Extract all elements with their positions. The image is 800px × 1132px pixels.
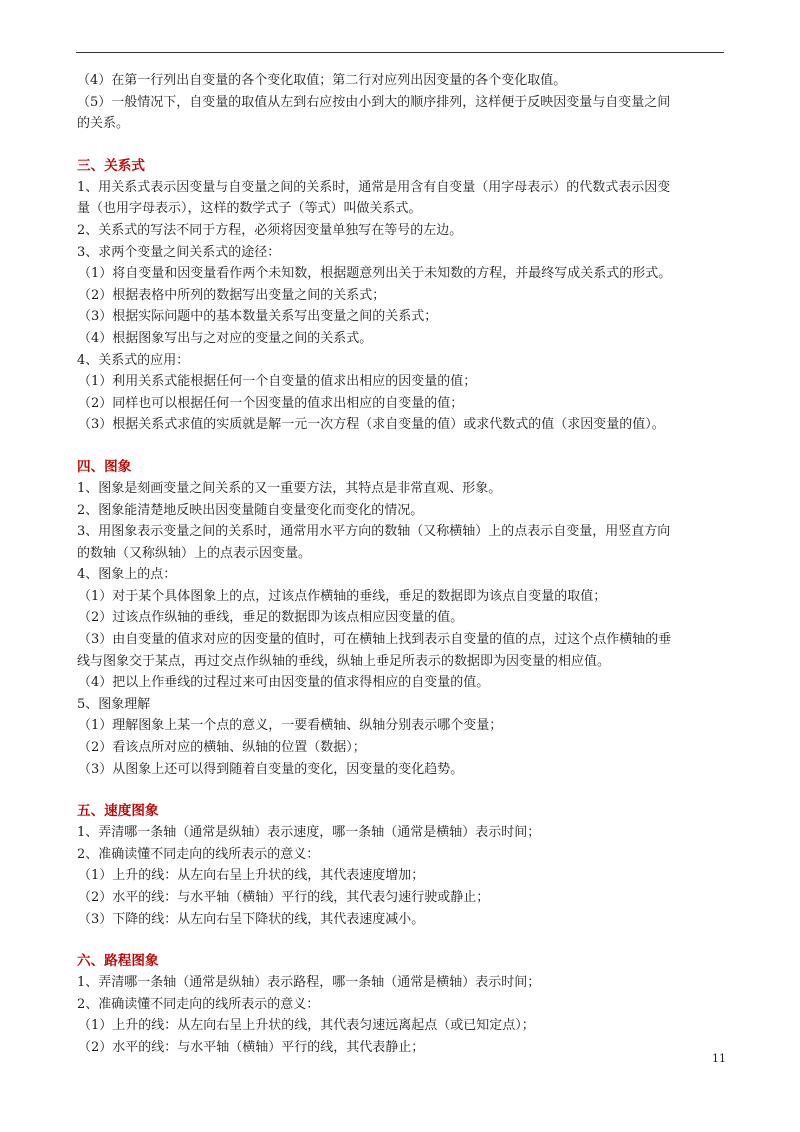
intro-line: 的关系。	[77, 116, 130, 132]
section-speed-graph	[77, 800, 727, 930]
paragraph-line: （2）根据表格中所列的数据写出变量之间的关系式；	[78, 287, 386, 303]
intro-block	[77, 70, 727, 135]
paragraph-line: 2、准确读懂不同走向的线所表示的意义：	[77, 996, 320, 1012]
paragraph-line: 线与图象交于某点，再过交点作纵轴的垂线，纵轴上垂足所表示的数据即为因变量的相应值。	[77, 653, 611, 669]
paragraph-line: （3）下降的线：从左向右呈下降状的线，其代表速度减小。	[78, 911, 425, 927]
paragraph-line: （2）水平的线：与水平轴（横轴）平行的线，其代表静止；	[78, 1039, 425, 1055]
paragraph-line: 4、图象上的点：	[77, 567, 177, 583]
paragraph-line: 2、图象能清楚地反映出因变量随自变量变化而变化的情况。	[77, 502, 424, 518]
paragraph-line: （3）从图象上还可以得到随着自变量的变化，因变量的变化趋势。	[78, 761, 464, 777]
paragraph-line: 3、求两个变量之间关系式的途径：	[77, 244, 281, 260]
section-heading: 六、路程图象	[77, 953, 159, 970]
paragraph-line: 5、图象理解	[77, 696, 151, 712]
paragraph-line: （3）根据实际问题中的基本数量关系写出变量之间的关系式；	[78, 309, 438, 325]
paragraph-line: （2）同样也可以根据任何一个因变量的值求出相应的自变量的值；	[78, 395, 464, 411]
paragraph-line: 1、弄清哪一条轴（通常是纵轴）表示速度，哪一条轴（通常是横轴）表示时间；	[77, 825, 541, 841]
paragraph-line: （1）理解图象上某一个点的意义，一要看横轴、纵轴分别表示哪个变量；	[78, 718, 503, 734]
section-heading: 四、图象	[77, 458, 132, 475]
paragraph-line: 3、用图象表示变量之间的关系时，通常用水平方向的数轴（又称横轴）上的点表示自变量，用竖直方向	[77, 524, 671, 540]
paragraph-line: （2）过该点作纵轴的垂线，垂足的数据即为该点相应因变量的值。	[78, 610, 464, 626]
header-rule	[76, 52, 724, 53]
section-heading: 五、速度图象	[77, 803, 159, 820]
paragraph-line: 1、弄清哪一条轴（通常是纵轴）表示路程，哪一条轴（通常是横轴）表示时间；	[77, 975, 541, 991]
paragraph-line: （2）水平的线：与水平轴（横轴）平行的线，其代表匀速行驶或静止；	[78, 890, 490, 905]
paragraph-line: （1）将自变量和因变量看作两个未知数，根据题意列出关于未知数的方程，并最终写成关系式的形式。	[78, 266, 672, 282]
paragraph-line: 2、准确读懂不同走向的线所表示的意义：	[77, 846, 320, 862]
paragraph-line: 2、关系式的写法不同于方程，必须将因变量单独写在等号的左边。	[77, 222, 463, 238]
page-number: 11	[712, 1052, 726, 1065]
paragraph-line: 1、图象是刻画变量之间关系的又一重要方法，其特点是非常直观、形象。	[77, 480, 502, 496]
paragraph-line: 的数轴（又称纵轴）上的点表示因变量。	[77, 545, 312, 561]
paragraph-line: 4、关系式的应用：	[77, 352, 190, 368]
paragraph-line: （3）根据关系式求值的实质就是解一元一次方程（求自变量的值）或求代数式的值（求因变量的值）。	[78, 417, 665, 433]
intro-line: （4）在第一行列出自变量的各个变化取值；第二行对应列出因变量的各个变化取值。	[77, 73, 567, 88]
paragraph-line: 1、用关系式表示因变量与自变量之间的关系时，通常是用含有自变量（用字母表示）的代数式表示因变	[77, 179, 671, 195]
paragraph-line: （4）把以上作垂线的过程过来可由因变量的值求得相应的自变量的值。	[78, 675, 490, 691]
intro-line: （5）一般情况下，自变量的取值从左到右应按由小到大的顺序排列，这样便于反映因变量与自变量之间	[77, 94, 671, 110]
paragraph-line: （1）上升的线：从左向右呈上升状的线，其代表匀速远离起点（或已知定点）；	[78, 1018, 535, 1034]
paragraph-line: （1）利用关系式能根据任何一个自变量的值求出相应的因变量的值；	[78, 374, 477, 390]
section-graph	[77, 456, 727, 780]
section-distance-graph	[77, 950, 727, 1058]
section-heading: 三、关系式	[77, 157, 145, 174]
paragraph-line: （3）由自变量的值求对应的因变量的值时，可在横轴上找到表示自变量的值的点，过这个点作横轴的垂	[78, 632, 672, 648]
section-relation	[77, 155, 727, 436]
paragraph-line: （4）根据图象写出与之对应的变量之间的关系式。	[78, 330, 373, 346]
paragraph-line: （1）对于某个具体图象上的点，过该点作横轴的垂线，垂足的数据即为该点自变量的取值；	[78, 588, 607, 604]
paragraph-line: （1）上升的线：从左向右呈上升状的线，其代表速度增加；	[78, 868, 425, 884]
document-body	[77, 70, 727, 1059]
paragraph-line: 量（也用字母表示），这样的数学式子（等式）叫做关系式。	[77, 201, 422, 217]
paragraph-line: （2）看该点所对应的横轴、纵轴的位置（数据）；	[78, 740, 366, 756]
